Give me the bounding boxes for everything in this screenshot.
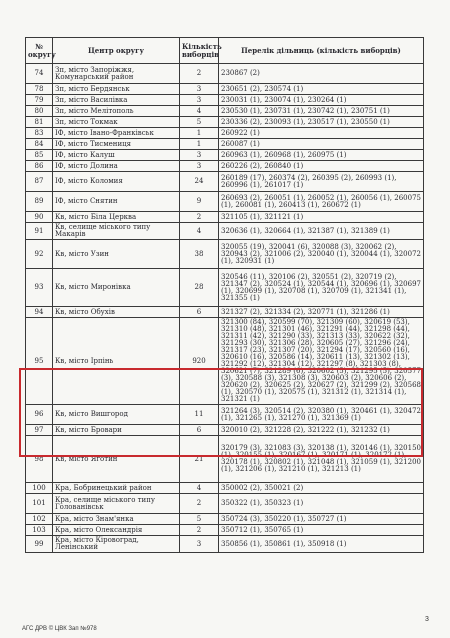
table-row [26,84,424,95]
district-number-cell: 81 [26,117,53,128]
table-row [26,514,424,525]
district-number-cell: 102 [26,514,53,525]
table-body [26,64,424,553]
district-center-cell: ІФ, місто Коломия [53,172,180,192]
voter-count-cell: 5 [180,514,219,525]
voter-count-cell: 4 [180,106,219,117]
table-header-row [26,38,424,64]
voter-count-cell: 24 [180,172,219,192]
station-list-cell: 350712 (1), 350765 (1) [219,525,424,536]
station-list-cell: 350724 (3), 350220 (1), 350727 (1) [219,514,424,525]
table-row [26,95,424,106]
table-row [26,525,424,536]
voter-count-cell: 4 [180,483,219,494]
station-list-cell: 320546 (11), 320106 (2), 320551 (2), 320719 (2), 321347 (2), 320524 (1), 320544 (1), 320696 (1), 320697 (1), 320699 (1), 320708 (1), 320709 (1), 321341 (1), 321355 (1) [219,269,424,307]
station-list-cell: 350856 (1), 350861 (1), 350918 (1) [219,536,424,553]
station-list-cell: 350322 (1), 350323 (1) [219,494,424,514]
district-number-cell: 97 [26,425,53,436]
station-list-cell: 321264 (3), 320514 (2), 320380 (1), 320461 (1), 320472 (1), 321265 (1), 321270 (1), 321369 (1) [219,405,424,425]
station-list-cell: 260189 (17), 260374 (2), 260395 (2), 260993 (1), 260996 (1), 261017 (1) [219,172,424,192]
table-row [26,106,424,117]
header-district-center: Центр округу [53,38,180,64]
voter-count-cell: 2 [180,212,219,223]
voter-count-cell: 3 [180,536,219,553]
district-center-cell: Кра, місто Кіровоград, Ленінський [53,536,180,553]
station-list-cell: 230336 (2), 230093 (1), 230517 (1), 230550 (1) [219,117,424,128]
table-row [26,150,424,161]
district-center-cell: ІФ, місто Долина [53,161,180,172]
table-row [26,318,424,405]
district-center-cell: Кра, селище міського типу Голованівськ [53,494,180,514]
voter-count-cell: 3 [180,161,219,172]
voter-count-cell: 6 [180,425,219,436]
voter-count-cell: 4 [180,223,219,240]
table-row [26,223,424,240]
station-list-cell: 260693 (2), 260051 (1), 260052 (1), 260056 (1), 260075 (1), 260081 (1), 260413 (1), 260672 (1) [219,192,424,212]
district-number-cell: 84 [26,139,53,150]
district-center-cell: ІФ, місто Івано-Франківськ [53,128,180,139]
district-number-cell: 103 [26,525,53,536]
page-number: 3 [425,616,429,623]
district-number-cell: 85 [26,150,53,161]
table-row [26,307,424,318]
header-district-number: № округу [26,38,53,64]
district-center-cell: Кра, Бобринецький район [53,483,180,494]
district-number-cell: 92 [26,240,53,269]
voter-count-cell: 3 [180,84,219,95]
station-list-cell: 260226 (2), 260840 (1) [219,161,424,172]
district-number-cell: 78 [26,84,53,95]
station-list-cell: 320636 (1), 320664 (1), 321387 (1), 321389 (1) [219,223,424,240]
district-number-cell: 95 [26,318,53,405]
table-row [26,161,424,172]
footer-stamp: АГС ДРВ © ЦВК Зап №978 [22,626,97,632]
district-number-cell: 80 [26,106,53,117]
voter-count-cell: 21 [180,436,219,483]
header-voter-count: Кількість виборців [180,38,219,64]
district-number-cell: 86 [26,161,53,172]
voter-count-cell: 9 [180,192,219,212]
table-row [26,483,424,494]
voter-count-cell: 2 [180,494,219,514]
table-row [26,494,424,514]
station-list-cell: 321105 (1), 321121 (1) [219,212,424,223]
table-row [26,192,424,212]
district-number-cell: 94 [26,307,53,318]
station-list-cell: 230867 (2) [219,64,424,84]
district-center-cell: Кра, місто Знам'янка [53,514,180,525]
district-center-cell: ІФ, місто Тисмениця [53,139,180,150]
district-center-cell: ІФ, місто Снятин [53,192,180,212]
district-center-cell: Кра, місто Олександрія [53,525,180,536]
table-row [26,240,424,269]
district-center-cell: Кв, місто Бровари [53,425,180,436]
voter-count-cell: 5 [180,117,219,128]
table-row [26,269,424,307]
station-list-cell: 320055 (19), 320041 (6), 320088 (3), 320062 (2), 320943 (2), 321006 (2), 320040 (1), 320044 (1), 320072 (1), 320931 (1) [219,240,424,269]
district-center-cell: Зп, місто Бердянськ [53,84,180,95]
district-center-cell: Кв, місто Миронівка [53,269,180,307]
table-row [26,436,424,483]
district-number-cell: 99 [26,536,53,553]
voter-count-cell: 2 [180,525,219,536]
station-list-cell: 260087 (1) [219,139,424,150]
voter-count-cell: 6 [180,307,219,318]
district-number-cell: 87 [26,172,53,192]
header-station-list: Перелік дільниць (кількість виборців) [219,38,424,64]
table-row [26,405,424,425]
district-number-cell: 91 [26,223,53,240]
voter-count-cell: 920 [180,318,219,405]
district-center-cell: Кв, місто Вишгород [53,405,180,425]
district-center-cell: Кв, селище міського типу Макарів [53,223,180,240]
district-number-cell: 90 [26,212,53,223]
table-row [26,425,424,436]
district-number-cell: 79 [26,95,53,106]
table-row [26,172,424,192]
voter-count-cell: 28 [180,269,219,307]
station-list-cell: 350002 (2), 350021 (2) [219,483,424,494]
district-center-cell: Зп, місто Мелітополь [53,106,180,117]
district-center-cell: Кв, місто Яготин [53,436,180,483]
voter-count-cell: 11 [180,405,219,425]
district-center-cell: Зп, місто Василівка [53,95,180,106]
district-number-cell: 101 [26,494,53,514]
voter-count-cell: 3 [180,95,219,106]
district-number-cell: 98 [26,436,53,483]
district-center-cell: ІФ, місто Калуш [53,150,180,161]
station-list-cell: 230031 (1), 230074 (1), 230264 (1) [219,95,424,106]
table-row [26,139,424,150]
station-list-cell: 321327 (2), 321334 (2), 320771 (1), 321286 (1) [219,307,424,318]
district-number-cell: 83 [26,128,53,139]
table-row [26,128,424,139]
district-center-cell: Кв, місто Обухів [53,307,180,318]
district-center-cell: Зп, місто Токмак [53,117,180,128]
station-list-cell: 320179 (3), 321083 (3), 320138 (1), 320146 (1), 320150 (1), 320155 (1), 320167 (1), 320171 (1), 320172 (1), 320178 (1), 320802 (1), 321048 (1), 321059 (1), 321200 (1), 321206 (1), 321210 (1), 321213 (1) [219,436,424,483]
table-row [26,64,424,84]
voter-count-cell: 38 [180,240,219,269]
voter-count-cell: 1 [180,128,219,139]
polling-stations-table [25,37,424,553]
district-number-cell: 89 [26,192,53,212]
voter-count-cell: 1 [180,139,219,150]
station-list-cell: 260963 (1), 260968 (1), 260975 (1) [219,150,424,161]
district-number-cell: 100 [26,483,53,494]
station-list-cell: 230530 (1), 230731 (1), 230742 (1), 230751 (1) [219,106,424,117]
voter-count-cell: 2 [180,64,219,84]
table-row [26,117,424,128]
district-center-cell: Зп, місто Запоріжжя, Комунарський район [53,64,180,84]
district-number-cell: 93 [26,269,53,307]
district-center-cell: Кв, місто Ірпінь [53,318,180,405]
district-center-cell: Кв, місто Біла Церква [53,212,180,223]
district-number-cell: 74 [26,64,53,84]
district-center-cell: Кв, місто Узин [53,240,180,269]
station-list-cell: 321300 (84), 320599 (70), 321309 (60), 320619 (53), 321310 (48), 321301 (46), 321291 (44), 321298 (44), 321311 (42), 321290 (33), 321313 (33), 320622 (32), 321293 (30), 321306 (28), 320605 (27), 321296 (24), 321317 (23), 321307 (20), 321294 (17), 320560 (16), 320610 (16), 320586 (14), 320611 (13), 321302 (13), 321292 (12), 321304 (12), 321297 (8), 321303 (8), 320621 (7), 321289 (6), 320602 (5), 321295 (5), 320577 (3), 320588 (3), 321308 (3), 320603 (2), 320606 (2), 320620 (2), 320625 (2), 320627 (2), 321299 (2), 320568 (1), 320570 (1), 320575 (1), 321312 (1), 321314 (1), 321321 (1) [219,318,424,405]
station-list-cell: 320010 (2), 321228 (2), 321222 (1), 321232 (1) [219,425,424,436]
table-row [26,212,424,223]
district-number-cell: 96 [26,405,53,425]
station-list-cell: 230651 (2), 230574 (1) [219,84,424,95]
station-list-cell: 260922 (1) [219,128,424,139]
voter-count-cell: 3 [180,150,219,161]
table-row [26,536,424,553]
